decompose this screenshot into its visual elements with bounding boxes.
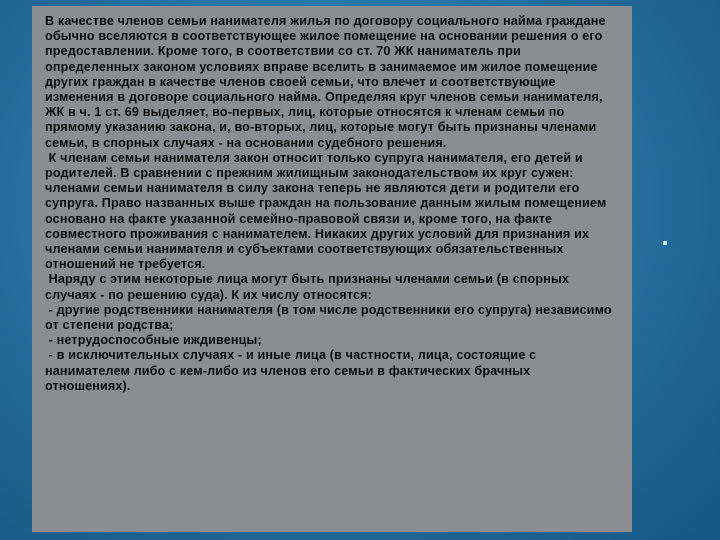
paragraph-recognized-members: Наряду с этим некоторые лица могут быть признаны членами семьи (в спорных случаях - по решению суда). К их числу относятся: bbox=[45, 272, 573, 302]
slide-text-body bbox=[45, 14, 615, 394]
bullet-dot-marker bbox=[663, 241, 667, 245]
list-item-dependents: - нетрудоспособные иждивенцы; bbox=[45, 333, 262, 348]
paragraph-family-members-intro: В качестве членов семьи нанимателя жилья по договору социального найма граждане обычно вселяются в соответствующее жилое помещение на основании решения о его предоставлении. Кроме того, в соответствии со ст. 70 ЖК наниматель при определенных законом условиях вправе вселить в занимаемое им жилое помещение других граждан в качестве членов своей семьи, что влечет и соответствующие изменения в договоре социального найма. Определяя круг членов семьи нанимателя, ЖК в ч. 1 ст. 69 выделяет, во-первых, лиц, которые относятся к членам семьи по прямому указанию закона, и, во-вторых, лиц, которые могут быть признаны членами семьи, в спорных случаях - на основании судебного решения. bbox=[45, 14, 610, 150]
paragraph-family-members-by-law: К членам семьи нанимателя закон относит только супруга нанимателя, его детей и родителей. В сравнении с прежним жилищным законодательством их круг сужен: членами семьи нанимателя в силу закона теперь не являются дети и родители его супруга. Право названных выше граждан на пользование данным жилым помещением основано на факте указанной семейно-правовой связи и, кроме того, на факте совместного проживания с нанимателем. Никаких других условий для признания их членами семьи нанимателя и субъектами соответствующих обязательственных отношений не требуется. bbox=[45, 150, 611, 272]
list-item-other-relatives: - другие родственники нанимателя (в том числе родственники его супруга) независимо от степени родства; bbox=[45, 302, 616, 333]
list-item-other-persons: - в исключительных случаях - и иные лица (в частности, лица, состоящие с нанимателем либо с кем-либо из членов его семьи в фактических брачных отношениях). bbox=[45, 348, 540, 393]
